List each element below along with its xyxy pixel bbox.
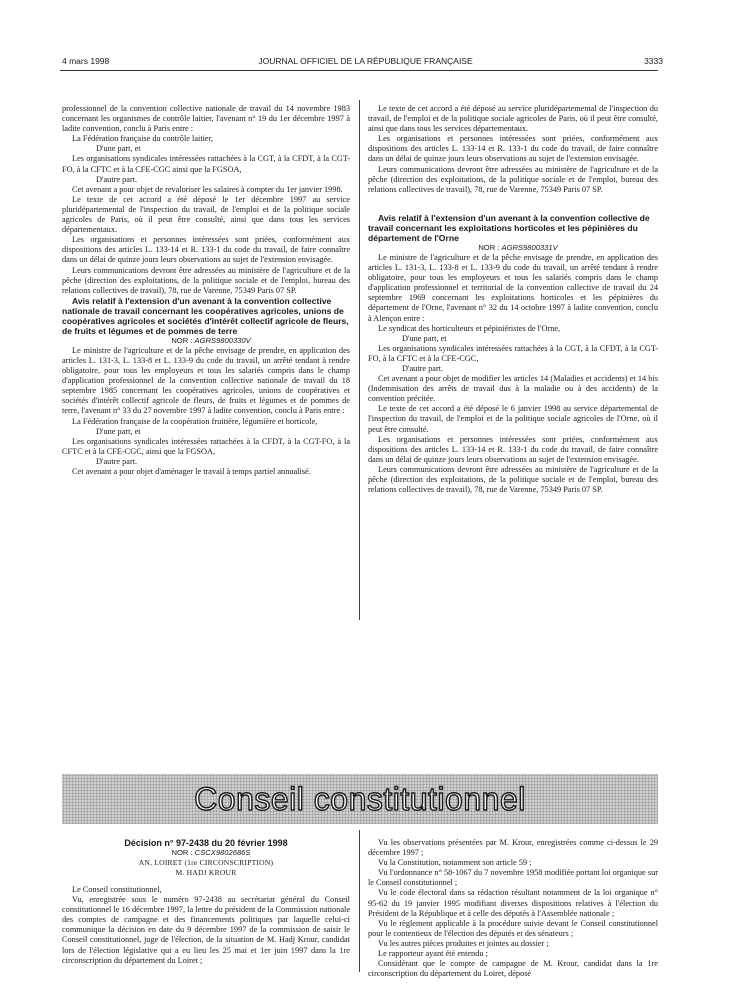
paragraph: Le texte de cet accord a été déposé le 1er décembre 1997 au service pluridépartemental de l'inspection du travail, de l'emploi et de la politique sociale agricoles de Paris, où il peut être consulté, ainsi que dans tous les services départementaux. xyxy=(62,194,350,235)
paragraph: Les organisations syndicales intéressées rattachées à la CGT, à la CFDT, à la CGT-FO, à la CFTC et à la CFE-CGC ainsi que la FGSOA, xyxy=(62,154,350,174)
paragraph: Cet avenant a pour objet d'aménager le travail à temps partiel annualisé. xyxy=(72,467,311,476)
paragraph: Les organisations syndicales intéressées rattachées à la CGT, à la CFDT, à la CGT-FO, à la CFTC et à la CFE-CGC, xyxy=(368,343,658,363)
column-right-bottom xyxy=(368,838,658,979)
paragraph: D'autre part. xyxy=(402,363,444,373)
paragraph: Les organisations et personnes intéressées sont priées, conformément aux dispositions des articles L. 133-14 et R. 133-1 du code du travail, de faire connaître dans un délai de quinze jours leurs observations au sujet de l'extension envisagée. xyxy=(368,134,658,164)
paragraph: Cet avenant a pour objet de revaloriser les salaires à compter du 1er janvier 1998. xyxy=(72,184,343,194)
column-left-bottom xyxy=(62,838,350,966)
paragraph: Leurs communications devront être adressées au ministère de l'agriculture et de la pêche (direction des exploitations, de la politique sociale et de l'emploi, bureau des relations collectives de travail), 78, rue de Varenne, 75349 Paris 07 SP. xyxy=(62,265,350,295)
paragraph: Leurs communications devront être adressées au ministère de l'agriculture et de la pêche (direction des exploitations, de la politique sociale et de l'emploi, bureau des relations collectives de travail), 78, rue de Varenne, 75349 Paris 07 SP. xyxy=(368,464,658,495)
paragraph: Le texte de cet accord a été déposé au service pluridépartemental de l'inspection du travail, de l'emploi et de la politique sociale agricoles de Paris, où il peut être consulté, ainsi que dans tous les services départementaux. xyxy=(368,104,658,134)
nor-label: NOR : xyxy=(171,335,195,345)
nor-reference xyxy=(62,848,350,858)
paragraph: Le ministre de l'agriculture et de la pêche envisage de prendre, en application des articles L. 131-3, L. 133-8 et L. 133-9 du code du travail, un arrêté tendant à rendre obligatoire, pour tous les employeurs et tous les salariés compris dans le champ d'application professionnel et territorial de la convention collective de travail du 24 septembre 1969 concernant les exploitations horticoles et les pépinières du département de l'Orne, l'avenant n° 32 du 14 octobre 1997 à ladite convention, conclu à Alençon entre : xyxy=(368,252,658,323)
section-banner xyxy=(62,774,658,824)
column-divider xyxy=(359,100,360,620)
paragraph: La Fédération française de la coopération fruitière, légumière et horticole, xyxy=(72,416,318,426)
paragraph: Le texte de cet accord a été déposé le 6 janvier 1998 au service départemental de l'inspection du travail, de l'emploi et de la politique sociale agricoles de l'Orne, où il peut être consulté. xyxy=(368,404,658,434)
nor-reference xyxy=(368,243,658,253)
paragraph: Cet avenant a pour objet de modifier les articles 14 (Maladies et accidents) et 14 bis (Indemnisation des arrêts de travail dus à la maladie ou à des accidents) de la convention précitée. xyxy=(368,374,658,404)
paragraph: Le ministre de l'agriculture et de la pêche envisage de prendre, en application des articles L. 131-3, L. 133-8 et L. 133-9 du code du travail, un arrêté tendant à rendre obligatoire, pour tous les employeurs et tous les salariés compris dans le champ d'application professionnel de la convention collective nationale de travail du 18 septembre 1985 concernant les coopératives agricoles, unions de coopératives et sociétés d'intérêt collectif agricole de fleurs, de fruits et légumes et de pommes de terre, l'avenant n° 33 du 27 novembre 1997 à ladite convention, conclu à Paris entre : xyxy=(62,345,350,416)
banner-title: Conseil constitutionnel xyxy=(194,780,526,817)
paragraph: Vu l'ordonnance n° 58-1067 du 7 novembre 1958 modifiée portant loi organique sur le Conseil constitutionnel ; xyxy=(368,868,658,888)
paragraph: Le syndicat des horticulteurs et pépiniéristes de l'Orne, xyxy=(378,323,561,333)
paragraph: Les organisations et personnes intéressées sont priées, conformément aux dispositions des articles L. 133-14 et R. 133-1 du code du travail, de faire connaître dans un délai de quinze jours leurs observations au sujet de l'extension envisagée. xyxy=(368,434,658,464)
paragraph: Les organisations syndicales intéressées rattachées à la CFDT, à la CGT-FO, à la CFTC et à la CFE-CGC, ainsi que la FGSOA, xyxy=(62,436,350,456)
paragraph: Vu les observations présentées par M. Krour, enregistrées comme ci-dessus le 29 décembre 1997 ; xyxy=(368,838,658,858)
nor-label: NOR : xyxy=(478,242,502,252)
paragraph: Vu, enregistrée sous le numéro 97-2438 au secrétariat général du Conseil constitutionnel le 16 décembre 1997, la lettre du président de la Commission nationale des comptes de campagne et des financements politiques par laquelle celui-ci communique la décision en date du 9 décembre 1997 de la commission de saisir le Conseil constitutionnel, juge de l'élection, de la situation de M. Hadj Krour, candidat lors de l'élection législative qui a eu lieu les 25 mai et 1er juin 1997 dans la 1re circonscription du département du Loiret ; xyxy=(62,895,350,965)
nor-code: AGRS9800330V xyxy=(194,335,251,345)
notice-heading: Avis relatif à l'extension d'un avenant à la convention collective de travail concernant les exploitations horticoles et les pépinières du département de l'Orne xyxy=(368,212,650,243)
spacer xyxy=(368,195,658,213)
paragraph: professionnel de la convention collective nationale de travail du 14 novembre 1983 concernant les organismes de contrôle laitier, l'avenant n° 19 du 1er décembre 1997 à ladite convention, conclu à Paris entre : xyxy=(62,104,350,134)
paragraph: D'autre part. xyxy=(96,456,138,466)
column-right-top xyxy=(368,104,658,495)
nor-reference xyxy=(62,336,350,346)
page-number: 3333 xyxy=(644,56,663,66)
nor-code: CSCX9802686S xyxy=(194,848,251,858)
decision-subtitle: AN, LOIRET (1re CIRCONSCRIPTION) xyxy=(138,858,274,868)
journal-title: JOURNAL OFFICIEL DE LA RÉPUBLIQUE FRANÇAISE xyxy=(258,56,473,66)
paragraph: D'une part, et xyxy=(96,426,141,436)
paragraph: Vu la Constitution, notamment son article 59 ; xyxy=(378,858,532,868)
paragraph: Considérant que le compte de campagne de M. Krour, candidat dans la 1re circonscription du département du Loiret, déposé xyxy=(368,959,658,979)
paragraph: D'une part, et xyxy=(96,144,141,154)
decision-subtitle: M. HADJ KROUR xyxy=(175,867,237,877)
paragraph: D'une part, et xyxy=(402,333,447,343)
paragraph: Le Conseil constitutionnel, xyxy=(72,885,162,894)
paragraph: D'autre part. xyxy=(96,174,138,184)
spacer xyxy=(62,877,350,885)
paragraph: Le rapporteur ayant été entendu ; xyxy=(378,949,488,959)
header-rule xyxy=(60,70,658,71)
paragraph: Leurs communications devront être adressées au ministère de l'agriculture et de la pêche (direction des exploitations, de la politique sociale et de l'emploi, bureau des relations collectives de travail), 78, rue de Varenne, 75349 Paris 07 SP. xyxy=(368,164,658,194)
nor-code: AGRS9800331V xyxy=(501,242,558,252)
column-divider xyxy=(359,830,360,972)
column-left-top xyxy=(62,104,350,477)
paragraph: Vu le règlement applicable à la procédure suivie devant le Conseil constitutionnel pour le contentieux de l'élection des députés et des sénateurs ; xyxy=(368,918,658,938)
paragraph: Vu les autres pièces produites et jointes au dossier ; xyxy=(378,938,549,948)
decision-title: Décision n° 97-2438 du 20 février 1998 xyxy=(124,838,288,848)
header-date: 4 mars 1998 xyxy=(62,56,110,66)
paragraph: La Fédération française du contrôle laitier, xyxy=(72,134,214,144)
paragraph: Les organisations et personnes intéressées sont priées, conformément aux dispositions des articles L. 133-14 et R. 133-1 du code du travail, de faire connaître dans un délai de quinze jours leurs observations au sujet de l'extension envisagée. xyxy=(62,235,350,265)
paragraph: Vu le code électoral dans sa rédaction résultant notamment de la loi organique n° 95-62 du 19 janvier 1995 modifiant diverses dispositions relatives à l'élection du Président de la République et à celle des députés à l'Assemblée nationale ; xyxy=(368,888,658,918)
notice-heading: Avis relatif à l'extension d'un avenant à la convention collective nationale de travail concernant les coopératives agricoles, unions de coopératives agricoles et sociétés d'intérêt collectif agricole de fleurs, de fruits et légumes et de pommes de terre xyxy=(62,295,349,336)
nor-label: NOR : xyxy=(171,848,195,858)
